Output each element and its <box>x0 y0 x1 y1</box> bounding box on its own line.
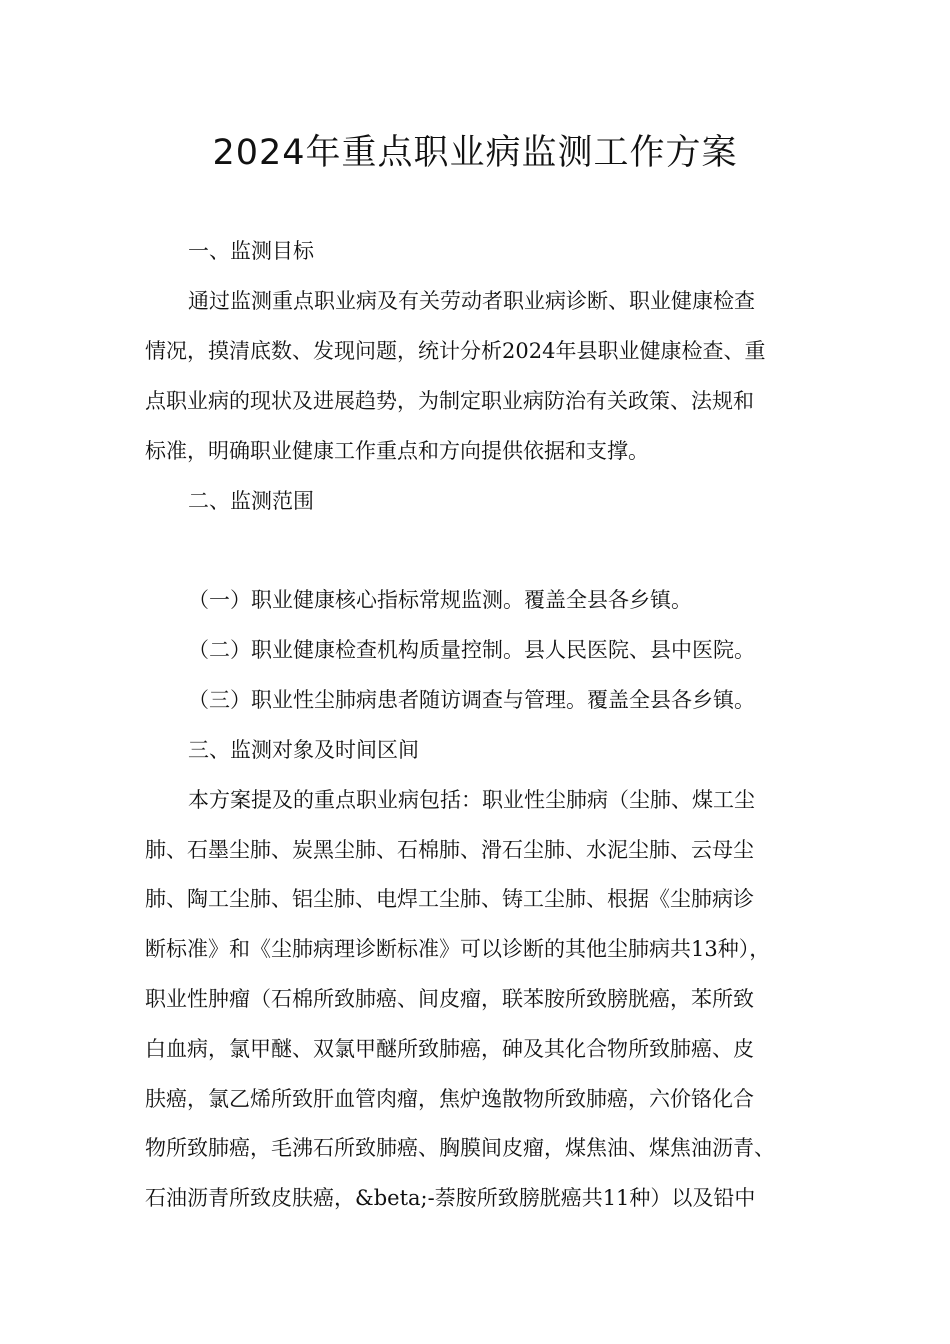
section-heading-3: 三、监测对象及时间区间 <box>188 738 419 762</box>
paragraph-line: 职业性肿瘤（石棉所致肺癌、间皮瘤，联苯胺所致膀胱癌，苯所致 <box>145 987 754 1011</box>
list-item: （一）职业健康核心指标常规监测。覆盖全县各乡镇。 <box>188 588 692 612</box>
list-item: （三）职业性尘肺病患者随访调查与管理。覆盖全县各乡镇。 <box>188 688 755 712</box>
paragraph-line: 肺、石墨尘肺、炭黑尘肺、石棉肺、滑石尘肺、水泥尘肺、云母尘 <box>145 838 754 862</box>
paragraph-line: 点职业病的现状及进展趋势，为制定职业病防治有关政策、法规和 <box>145 389 754 413</box>
paragraph-line: 标准，明确职业健康工作重点和方向提供依据和支撑。 <box>145 439 649 463</box>
section-heading-1: 一、监测目标 <box>188 239 314 263</box>
paragraph-line: 通过监测重点职业病及有关劳动者职业病诊断、职业健康检查 <box>188 289 755 313</box>
section-heading-2: 二、监测范围 <box>188 489 314 513</box>
paragraph-line: 石油沥青所致皮肤癌，&beta;-萘胺所致膀胱癌共11种）以及铅中 <box>145 1186 756 1210</box>
paragraph-line: 肤癌，氯乙烯所致肝血管肉瘤，焦炉逸散物所致肺癌，六价铬化合 <box>145 1087 754 1111</box>
document-title: 2024年重点职业病监测工作方案 <box>212 133 738 173</box>
paragraph-line: 本方案提及的重点职业病包括：职业性尘肺病（尘肺、煤工尘 <box>188 788 755 812</box>
paragraph-line: 物所致肺癌，毛沸石所致肺癌、胸膜间皮瘤，煤焦油、煤焦油沥青、 <box>145 1136 775 1160</box>
list-item: （二）职业健康检查机构质量控制。县人民医院、县中医院。 <box>188 638 755 662</box>
paragraph-line: 断标准》和《尘肺病理诊断标准》可以诊断的其他尘肺病共13种）， <box>145 937 771 961</box>
paragraph-line: 情况，摸清底数、发现问题，统计分析2024年县职业健康检查、重 <box>145 339 766 363</box>
paragraph-line: 白血病，氯甲醚、双氯甲醚所致肺癌，砷及其化合物所致肺癌、皮 <box>145 1037 754 1061</box>
paragraph-line: 肺、陶工尘肺、铝尘肺、电焊工尘肺、铸工尘肺、根据《尘肺病诊 <box>145 887 754 911</box>
